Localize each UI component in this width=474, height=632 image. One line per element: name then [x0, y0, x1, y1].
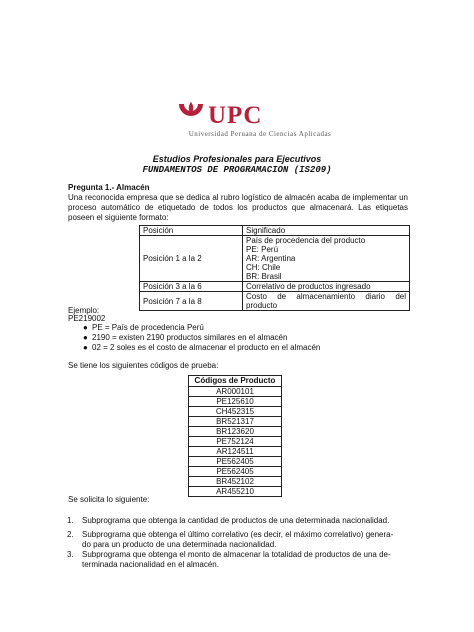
table-row: AR124511 — [189, 447, 282, 457]
meaning-line: BR: Brasil — [246, 272, 282, 281]
example-label: Ejemplo: — [68, 306, 100, 315]
header-position: Posición — [140, 226, 243, 236]
example-bullets — [83, 323, 321, 353]
table-row: BR123620 — [189, 427, 282, 437]
codes-header: Códigos de Producto — [189, 376, 282, 387]
task-number: 1. — [67, 516, 74, 525]
upc-logo — [176, 100, 356, 144]
document-heading — [0, 154, 474, 176]
list-item — [67, 516, 408, 526]
table-row — [140, 292, 410, 311]
task-text: Subprograma que obtenga la cantidad de productos de una determinada nacionalidad. — [82, 516, 390, 525]
bullet-icon: ● — [83, 343, 88, 352]
bullet-text: PE = País de procedencia Perú — [92, 323, 204, 332]
task-text: Subprograma que obtenga el último correlativo (es decir, el máximo correlativo) genera- — [82, 530, 394, 539]
task-text: do para un producto de una determinada nacionalidad. — [82, 540, 277, 549]
meaning-line: AR: Argentina — [246, 254, 296, 263]
list-item — [67, 550, 408, 570]
task-text: terminada nacionalidad en el almacén. — [82, 560, 219, 569]
meaning-line: CH: Chile — [246, 263, 281, 272]
codes-table — [188, 375, 282, 497]
list-item — [67, 530, 408, 550]
table-row: PE125610 — [189, 397, 282, 407]
meaning-line: País de procedencia del producto — [246, 236, 366, 245]
table-row: PE562405 — [189, 467, 282, 477]
table-row — [140, 282, 410, 292]
list-item — [83, 323, 320, 333]
tasks-list — [67, 516, 408, 570]
task-number: 3. — [67, 550, 74, 559]
tests-intro: Se tiene los siguientes códigos de prueba: — [68, 361, 219, 370]
list-item — [83, 333, 320, 343]
table-row — [140, 236, 410, 282]
logo-name: UPC — [208, 102, 263, 129]
row-position: Posición 3 a la 6 — [140, 282, 243, 292]
bullet-icon: ● — [83, 333, 88, 342]
row-position: Posición 1 a la 2 — [140, 236, 243, 282]
row-meaning: Correlativo de productos ingresado — [243, 282, 410, 292]
task-number: 2. — [67, 530, 74, 539]
logo-subtitle: Universidad Peruana de Ciencias Aplicadas — [188, 130, 332, 138]
table-row: AR455210 — [189, 487, 282, 497]
table-row: CH452315 — [189, 407, 282, 417]
task-text: Subprograma que obtenga el monto de almacenar la totalidad de productos de una de- — [82, 550, 391, 559]
row-meaning — [243, 236, 410, 282]
table-row: PE752124 — [189, 437, 282, 447]
row-meaning: Costo de almacenamiento diario del producto — [243, 292, 410, 311]
question-intro: Una reconocida empresa que se dedica al rubro logístico de almacén acaba de implementar un proceso automático de etiquetado de todos los productos que almacenará. Las etiquetas poseen el siguiente formato: — [68, 193, 408, 222]
heading-program: Estudios Profesionales para Ejecutivos — [152, 154, 322, 164]
meaning-line: PE: Perú — [246, 245, 279, 254]
bullet-icon: ● — [83, 323, 88, 332]
list-item — [83, 343, 321, 353]
question-title: Pregunta 1.- Almacén — [68, 183, 150, 192]
row-position: Posición 7 a la 8 — [140, 292, 243, 311]
format-table-header — [140, 226, 410, 236]
bullet-text: 02 = 2 soles es el costo de almacenar el producto en el almacén — [92, 343, 321, 352]
upc-emblem-icon — [176, 100, 206, 128]
bullet-text: 2190 = existen 2190 productos similares en el almacén — [92, 333, 288, 342]
table-row: PE562405 — [189, 457, 282, 467]
table-row: BR452102 — [189, 477, 282, 487]
table-row: AR000101 — [189, 387, 282, 397]
format-table — [139, 225, 410, 311]
heading-course: FUNDAMENTOS DE PROGRAMACION (IS209) — [142, 165, 332, 175]
table-row: BR521317 — [189, 417, 282, 427]
tasks-intro: Se solicita lo siguiente: — [68, 495, 150, 504]
example-code: PE219002 — [68, 314, 106, 323]
header-meaning: Significado — [243, 226, 410, 236]
